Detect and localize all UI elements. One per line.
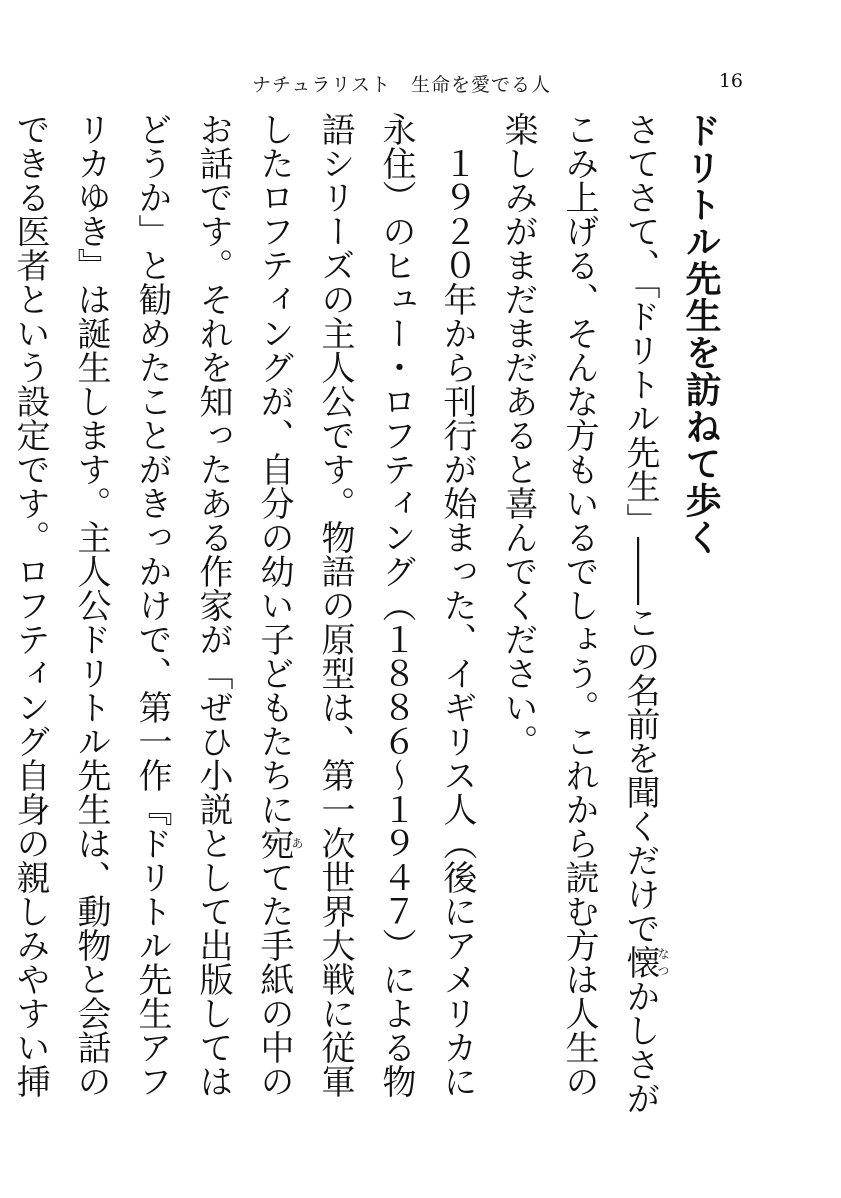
- paragraph-1: [487, 112, 670, 1122]
- paragraph-2-part-a: １９２０年から刊行が始まった、イギリス人（後にアメリカに永住）のヒュー・ロフティング（１８８６〜１９４７）による物語シリーズの主人公です。物語の原型は、第一次世界大戦に従軍したロフティングが、自分の幼い子どもたちに: [254, 112, 477, 1098]
- ruby-reading-a: あ: [290, 826, 304, 860]
- page-number: 16: [718, 70, 743, 92]
- vertical-text-block: [10, 112, 749, 1122]
- ruby-a: [254, 826, 304, 860]
- paragraph-2: [0, 112, 487, 1122]
- paragraph-1-part-a: さてさて、「ドリトル先生」――この名前を聞くだけで: [620, 112, 660, 945]
- section-heading: ドリトル先生を訪ねて歩く: [680, 112, 721, 556]
- ruby-base-a: 宛: [254, 826, 294, 860]
- ruby-reading-natsu: なつ: [656, 945, 670, 979]
- ruby-natsu: [620, 945, 670, 979]
- ruby-base-natsu: 懐: [620, 945, 660, 979]
- paragraph-2-part-b: てた手紙の中のお話です。それを知ったある作家が「ぜひ小説として出版してはどうか」と勧めたことがきっかけで、第一作『ドリトル先生アフリカゆき』は誕生します。主人公ドリトル先生は、動物と会話のできる医者という設定です。ロフティング自身の親しみやすい挿: [10, 112, 294, 1098]
- running-head-title: ナチュラリスト 生命を愛でる人: [251, 74, 551, 96]
- paragraph-1-part-b: かしさがこみ上げる、そんな方もいるでしょう。これから読む方は人生の楽しみがまだまだあると喜んでください。: [498, 112, 660, 1115]
